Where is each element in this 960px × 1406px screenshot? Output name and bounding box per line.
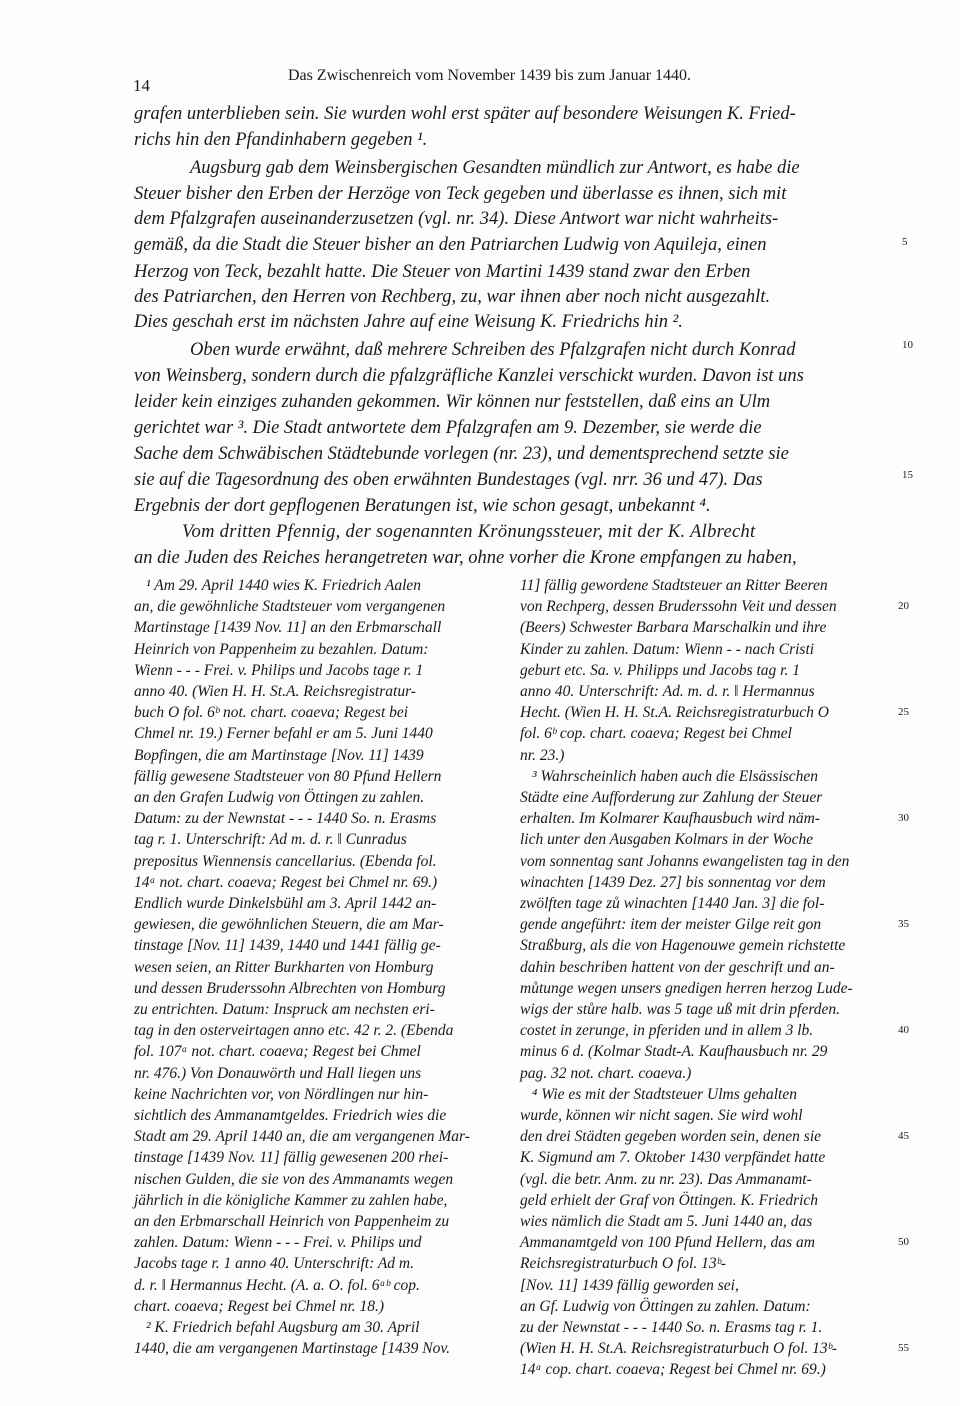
margin-line-number: 35 [898,918,909,930]
body-line: richs hin den Pfandinhabern gegeben ¹. [134,130,428,150]
footnote-line: Stadt am 29. April 1440 an, die am vergangenen Mar- [134,1128,470,1146]
margin-line-number: 5 [902,236,908,248]
footnote-line: geburt etc. Sa. v. Philipps und Jacobs tag r. 1 [520,661,800,679]
body-line: gerichtet war ³. Die Stadt antwortete dem Pfalzgrafen am 9. Dezember, sie werde die [134,418,762,438]
footnote-line: wurde, können wir nicht sagen. Sie wird wohl [520,1107,803,1124]
footnote-line: 1440, die am vergangenen Martinstage [1439 Nov. [134,1340,450,1358]
body-line: Augsburg gab dem Weinsbergischen Gesandten mündlich zur Antwort, es habe die [190,158,800,178]
footnote-line: an Gf. Ludwig von Öttingen zu zahlen. Datum: [520,1297,811,1315]
body-line: Dies geschah erst im nächsten Jahre auf eine Weisung K. Friedrichs hin ². [134,312,683,332]
footnote-line: keine Nachrichten vor, von Nördlingen nur hin- [134,1085,429,1103]
body-line: gemäß, da die Stadt die Steuer bisher an den Patriarchen Ludwig von Aquileja, einen [134,235,767,255]
margin-line-number: 25 [898,706,909,718]
footnote-line: Reichsregistraturbuch O fol. 13ᵇ- [520,1255,726,1273]
footnote-line: Heinrich von Pappenheim zu bezahlen. Datum: [134,640,429,658]
footnote-line: d. r. ‖ Hermannus Hecht. (A. a. O. fol. 6ᵃᵇ cop. [134,1276,420,1294]
footnote-line: fällig gewesene Stadtsteuer von 80 Pfund Hellern [134,767,442,785]
footnote-line: winachten [1439 Dez. 27] bis sonnentag vor dem [520,873,826,891]
body-line: an die Juden des Reiches herangetreten war, ohne vorher die Krone empfangen zu haben, [134,548,797,568]
margin-line-number: 15 [902,469,913,481]
footnote-line: jährlich in die königliche Kammer zu zahlen habe, [134,1191,448,1209]
running-title: Das Zwischenreich vom November 1439 bis zum Januar 1440. [288,67,692,84]
footnote-line: geld erhielt der Graf von Öttingen. K. Friedrich [520,1191,819,1209]
footnote-line: Jacobs tage r. 1 anno 40. Unterschrift: Ad m. [134,1255,414,1273]
body-line: sie auf die Tagesordnung des oben erwähnten Bundestages (vgl. nrr. 36 und 47). Das [134,470,763,490]
footnote-line: Straßburg, als die von Hagenouwe gemein richstette [520,937,846,955]
footnote-line: nr. 476.) Von Donauwörth und Hall liegen uns [134,1064,422,1082]
footnote-line: 11] fällig gewordene Stadtsteuer an Ritter Beeren [520,577,828,594]
margin-line-number: 40 [898,1024,909,1036]
footnote-line: Städte eine Aufforderung zur Zahlung der Steuer [520,789,823,806]
footnote-line: lich unter den Ausgaben Kolmars in der Woche [520,831,814,849]
body-line: grafen unterblieben sein. Sie wurden wohl erst später auf besondere Weisungen K. Fried- [134,104,796,124]
footnote-line: Hecht. (Wien H. H. St.A. Reichsregistraturbuch O [520,704,829,722]
footnote-line: (Beers) Schwester Barbara Marschalkin und ihre [520,619,827,637]
footnote-line: tinstage [Nov. 11] 1439, 1440 und 1441 fällig ge- [134,937,441,955]
footnote-line: anno 40. Unterschrift: Ad. m. d. r. ‖ Hermannus [520,683,815,700]
footnote-line: wies nämlich die Stadt am 5. Juni 1440 an, das [520,1213,813,1230]
body-line: des Patriarchen, den Herren von Rechberg, zu, war ihnen aber noch nicht ausgezahlt. [134,287,771,307]
footnote-line: buch O fol. 6ᵇ not. chart. coaeva; Regest bei [134,704,409,722]
footnote-line: zahlen. Datum: Wienn - - - Frei. v. Philips und [134,1234,422,1252]
body-line: Sache dem Schwäbischen Städtebunde vorlegen (nr. 23), und dementsprechend setzte sie [134,444,789,464]
footnote-line: (vgl. die betr. Anm. zu nr. 23). Das Ammanamt- [520,1170,812,1188]
margin-line-number: 30 [898,812,909,824]
footnote-line: den drei Städten gegeben worden sein, denen sie [520,1128,822,1146]
footnote-line: nischen Gulden, die sie von des Ammanamts wegen [134,1170,454,1188]
footnote-line: K. Sigmund am 7. Oktober 1430 verpfändet hatte [520,1149,826,1167]
footnote-line: costet in zerunge, in pferiden und in allem 3 lb. [520,1022,814,1040]
body-line: Steuer bisher den Erben der Herzöge von Teck gegeben und überlasse es ihnen, sich mit [134,184,787,204]
footnote-line: wigs der stůre halb. was 5 tage uß mit drin pferden. [520,1001,841,1018]
footnote-line: von Rechperg, dessen Bruderssohn Veit und dessen [520,598,837,616]
footnote-line: 14ᵃ not. chart. coaeva; Regest bei Chmel nr. 69.) [134,873,438,891]
footnote-line: erhalten. Im Kolmarer Kaufhausbuch wird näm- [520,810,820,828]
margin-line-number: 10 [902,339,913,351]
footnote-line: Martinstage [1439 Nov. 11] an den Erbmarschall [134,619,442,637]
page-number: 14 [133,76,150,95]
footnote-line: Ammanamtgeld von 100 Pfund Hellern, das am [520,1234,815,1252]
footnote-line: fol. 6ᵇ cop. chart. coaeva; Regest bei Chmel [520,725,792,743]
margin-line-number: 45 [898,1130,909,1142]
footnote-line: tinstage [1439 Nov. 11] fällig gewesenen 200 rhei- [134,1149,449,1167]
body-line: Vom dritten Pfennig, der sogenannten Krönungssteuer, mit der K. Albrecht [182,522,756,542]
footnote-line: tag r. 1. Unterschrift: Ad m. d. r. ‖ Cunradus [134,831,407,849]
footnote-line: sichtlich des Ammanamtgeldes. Friedrich wies die [134,1107,447,1124]
footnote-line: Bopfingen, die am Martinstage [Nov. 11] 1439 [134,746,424,764]
body-line: von Weinsberg, sondern durch die pfalzgräfliche Kanzlei verschickt wurden. Davon ist uns [134,366,804,386]
footnote-line: wesen seien, an Ritter Burkharten von Homburg [134,958,434,976]
footnote-line: můtunge wegen unsers gnedigen herren herzog Lude- [520,979,853,997]
footnote-line: ² K. Friedrich befahl Augsburg am 30. April [146,1319,420,1336]
footnote-line: 14ᵃ cop. chart. coaeva; Regest bei Chmel nr. 69.) [520,1361,826,1379]
footnote-line: (Wien H. H. St.A. Reichsregistraturbuch O fol. 13ᵇ- [520,1340,838,1358]
margin-line-number: 55 [898,1342,909,1354]
footnote-line: pag. 32 not. chart. coaeva.) [520,1064,692,1082]
footnote-line: ⁴ Wie es mit der Stadtsteuer Ulms gehalten [532,1085,797,1103]
footnote-line: chart. coaeva; Regest bei Chmel nr. 18.) [134,1297,385,1315]
body-line: leider kein einziges zuhanden gekommen. Wir können nur feststellen, daß eins an Ulm [134,392,771,412]
footnote-line: ³ Wahrscheinlich haben auch die Elsässischen [532,767,819,785]
body-line: dem Pfalzgrafen auseinanderzusetzen (vgl. nr. 34). Diese Antwort war nicht wahrheits- [134,209,779,229]
footnote-line: Endlich wurde Dinkelsbühl am 3. April 1442 an- [134,895,437,912]
footnote-line: und dessen Bruderssohn Albrechten von Homburg [134,979,446,997]
footnote-line: Kinder zu zahlen. Datum: Wienn - - nach Cristi [520,640,815,658]
footnote-line: dahin beschriben hattent von der geschrift und an- [520,958,835,976]
footnote-line: gewiesen, die gewöhnlichen Steuern, die am Mar- [134,916,444,934]
footnote-line: tag in den osterveirtagen anno etc. 42 r. 2. (Ebenda [134,1022,454,1040]
footnote-line: Datum: zu der Newnstat - - - 1440 So. n. Erasms [134,810,437,828]
footnote-line: fol. 107ᵃ not. chart. coaeva; Regest bei Chmel [134,1043,421,1061]
footnote-line: zwölften tage zů winachten [1440 Jan. 3] die fol- [520,895,825,912]
footnote-line: anno 40. (Wien H. H. St.A. Reichsregistratur- [134,683,416,700]
footnote-line: nr. 23.) [520,746,565,764]
footnote-line: prepositus Wiennensis cancellarius. (Ebenda fol. [134,852,437,870]
footnote-line: minus 6 d. (Kolmar Stadt-A. Kaufhausbuch nr. 29 [520,1043,828,1061]
footnote-line: an den Erbmarschall Heinrich von Pappenheim zu [134,1213,450,1230]
margin-line-number: 50 [898,1236,909,1248]
footnote-line: ¹ Am 29. April 1440 wies K. Friedrich Aalen [146,577,422,594]
body-line: Oben wurde erwähnt, daß mehrere Schreiben des Pfalzgrafen nicht durch Konrad [190,340,796,360]
footnote-line: Wienn - - - Frei. v. Philips und Jacobs tage r. 1 [134,661,424,679]
footnote-line: Chmel nr. 19.) Ferner befahl er am 5. Juni 1440 [134,725,433,743]
footnote-line: an, die gewöhnliche Stadtsteuer vom vergangenen [134,598,446,616]
footnote-line: vom sonnentag sant Johanns ewangelisten tag in den [520,852,850,870]
footnote-line: zu der Newnstat - - - 1440 So. n. Erasms tag r. 1. [520,1319,823,1336]
footnote-line: zu entrichten. Datum: Inspruck am nechsten eri- [134,1001,435,1018]
margin-line-number: 20 [898,600,909,612]
footnote-line: [Nov. 11] 1439 fällig geworden sei, [520,1276,739,1294]
footnote-line: an den Grafen Ludwig von Öttingen zu zahlen. [134,789,425,806]
body-line: Ergebnis der dort gepflogenen Beratungen ist, wie schon gesagt, unbekannt ⁴. [134,496,711,516]
body-line: Herzog von Teck, bezahlt hatte. Die Steuer von Martini 1439 stand zwar den Erben [134,262,751,282]
footnote-line: gende angeführt: item der meister Gilge reit gon [520,916,822,934]
